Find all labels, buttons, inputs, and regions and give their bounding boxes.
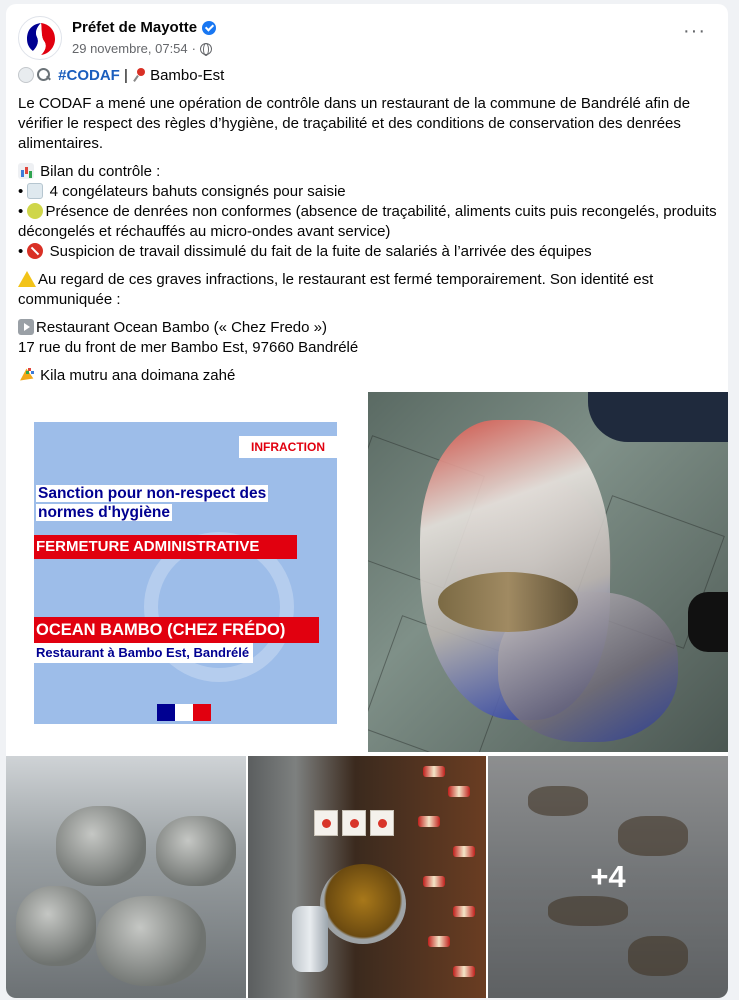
poster-title-line-2: normes d'hygiène: [38, 504, 171, 521]
warning-text: Au regard de ces graves infractions, le restaurant est fermé temporairement. Son identité est communiquée :: [18, 271, 654, 308]
poster-location: Restaurant à Bambo Est, Bandrélé: [34, 643, 253, 663]
ice-emoji-icon: [27, 183, 43, 199]
lobster-shape: [438, 572, 578, 632]
post-meta: [72, 41, 212, 56]
poster-title-line-1: Sanction pour non-respect des: [38, 485, 267, 502]
bilan-title-line: [18, 162, 718, 182]
bullet: •: [18, 203, 24, 220]
closing-line: [18, 366, 718, 386]
photo-freezer-bags[interactable]: [6, 756, 246, 998]
bilan-item-3-text: Suspicion de travail dissimulé du fait de la fuite de salariés à l’arrivée des équipes: [45, 243, 592, 260]
bilan-item-2-text: Présence de denrées non conformes (absence de traçabilité, aliments cuits puis recongelés, produits décongelés et réchauffés au micro-ondes avant service): [18, 203, 717, 240]
bilan-item-2: [18, 202, 718, 242]
container-shape: [314, 810, 338, 836]
no-pedestrians-emoji-icon: [27, 243, 43, 259]
poster-title: [36, 484, 316, 522]
poster-closure: FERMETURE ADMINISTRATIVE: [34, 535, 297, 559]
frozen-bag-shape: [16, 886, 96, 966]
photo-fridge-bottles[interactable]: [248, 756, 486, 998]
intro-paragraph: Le CODAF a mené une opération de contrôle dans un restaurant de la commune de Bandrélé afin de vérifier le respect des règles d’hygiène, de traçabilité et des conditions de conservation des denrées alimentaires.: [18, 95, 691, 152]
photo-bag-lobsters[interactable]: [368, 392, 728, 752]
warning-emoji-icon: [18, 271, 36, 287]
tags-separator: |: [119, 67, 133, 84]
place-label: Bambo-Est: [150, 67, 225, 84]
container-shape: [342, 810, 366, 836]
hashtag-codaf[interactable]: #CODAF: [58, 67, 120, 84]
french-flag-icon: [157, 704, 211, 721]
photo-more[interactable]: [488, 756, 728, 998]
bottle-shape: [453, 846, 475, 857]
container-shape: [370, 810, 394, 836]
bottle-shape: [423, 766, 445, 777]
bottle-shape: [428, 936, 450, 947]
closing-text: Kila mutru ana doimana zahé: [36, 367, 236, 384]
bilan-item-3: [18, 242, 718, 262]
bottle-shape: [453, 966, 475, 977]
post-tags-line: [18, 66, 718, 86]
restaurant-line: [18, 318, 718, 338]
post-header: [18, 14, 716, 64]
magnifier-emoji-icon: [36, 67, 52, 83]
photo-poster[interactable]: [6, 392, 365, 752]
warning-paragraph: [18, 270, 718, 310]
marianne-logo-icon: [19, 17, 62, 60]
shoe-shape: [688, 592, 728, 652]
post-date[interactable]: 29 novembre, 07:54: [72, 41, 188, 56]
pot-shape: [320, 864, 406, 944]
bilan-block: [18, 162, 718, 262]
restaurant-block: [18, 318, 718, 358]
frozen-bag-shape: [156, 816, 236, 886]
chart-emoji-icon: [18, 163, 34, 179]
shoe-shape: [588, 392, 728, 442]
bullet: •: [18, 183, 24, 200]
infraction-poster: [34, 422, 337, 724]
frozen-bag-shape: [56, 806, 146, 886]
more-options-icon[interactable]: ···: [683, 20, 706, 42]
avatar[interactable]: [18, 16, 62, 60]
more-photos-count[interactable]: +4: [590, 859, 626, 894]
bottle-shape: [418, 816, 440, 827]
author-name[interactable]: [72, 19, 216, 36]
post-card: [6, 4, 728, 998]
bottle-shape: [292, 906, 328, 972]
party-popper-emoji-icon: [18, 367, 34, 383]
post-text: [18, 66, 718, 394]
frozen-bag-shape: [96, 896, 206, 986]
bottle-shape: [453, 906, 475, 917]
sick-face-emoji-icon: [27, 203, 43, 219]
verified-badge-icon: [202, 21, 216, 35]
globe-icon: [200, 43, 212, 55]
restaurant-address: 17 rue du front de mer Bambo Est, 97660 Bandrélé: [18, 339, 359, 356]
bilan-item-1-text: 4 congélateurs bahuts consignés pour saisie: [45, 183, 346, 200]
author-label[interactable]: Préfet de Mayotte: [72, 19, 198, 36]
restaurant-name: Restaurant Ocean Bambo (« Chez Fredo »): [36, 319, 327, 336]
bilan-item-1: [18, 182, 718, 202]
bottle-shape: [423, 876, 445, 887]
poster-infraction-tag: INFRACTION: [239, 436, 337, 458]
bullet: •: [18, 243, 24, 260]
play-emoji-icon: [18, 319, 34, 335]
bottle-shape: [448, 786, 470, 797]
plate-emoji-icon: [18, 67, 34, 83]
pin-emoji-icon: [132, 67, 148, 83]
bilan-title: Bilan du contrôle :: [36, 163, 161, 180]
poster-restaurant-name: OCEAN BAMBO (CHEZ FRÉDO): [34, 617, 319, 643]
meta-separator: ·: [191, 41, 196, 56]
